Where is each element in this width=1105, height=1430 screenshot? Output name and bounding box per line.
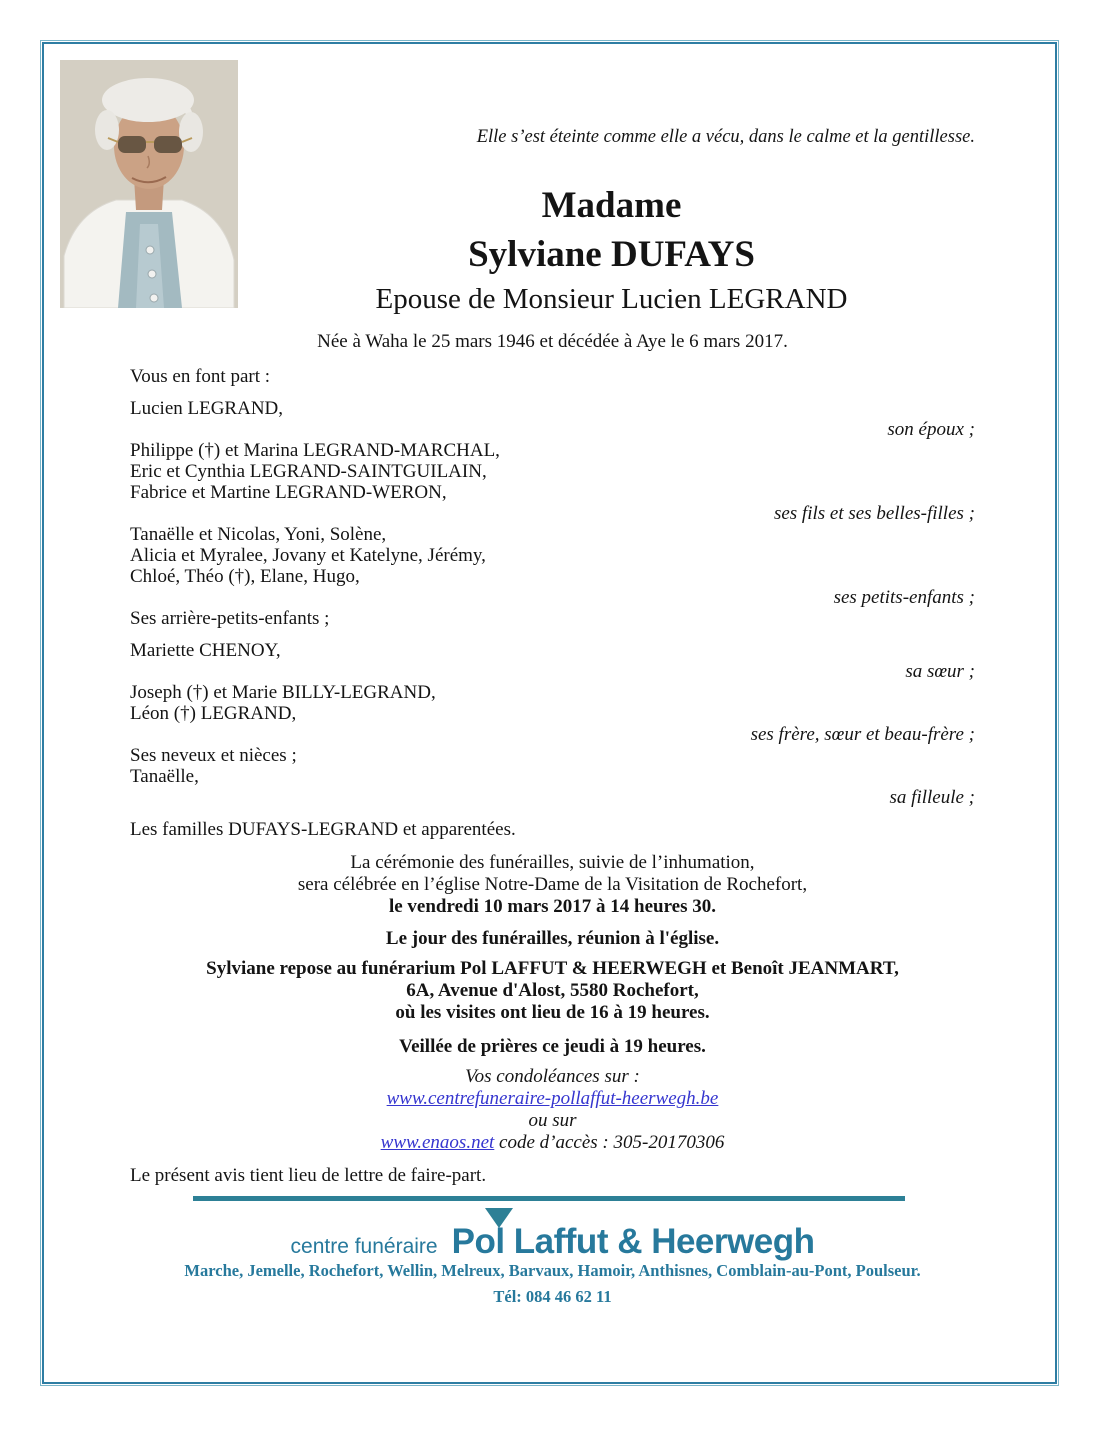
family-line: Les familles DUFAYS-LEGRAND et apparentées.: [130, 819, 516, 840]
ceremony-line: sera célébrée en l’église Notre-Dame de la Visitation de Rochefort,: [297, 874, 808, 895]
relation-label: son époux ;: [887, 419, 975, 440]
deceased-name: Sylviane DUFAYS: [468, 234, 755, 275]
access-code: code d’accès : 305-20170306: [494, 1132, 725, 1153]
funeral-home-locations: Marche, Jemelle, Rochefort, Wellin, Melreux, Barvaux, Hamoir, Anthisnes, Comblain-au-Pont, Poulseur.: [184, 1261, 921, 1280]
faire-part-notice: Le présent avis tient lieu de lettre de faire-part.: [130, 1165, 487, 1186]
repose-address: 6A, Avenue d'Alost, 5580 Rochefort,: [406, 980, 699, 1001]
brand-name: Pol Laffut & Heerwegh: [451, 1222, 815, 1261]
family-line: Joseph (†) et Marie BILLY-LEGRAND,: [130, 682, 436, 703]
epigraph-quote: Elle s’est éteinte comme elle a vécu, dans le calme et la gentillesse.: [476, 127, 975, 147]
announcement-intro: Vous en font part :: [130, 366, 271, 387]
family-line: Eric et Cynthia LEGRAND-SAINTGUILAIN,: [130, 461, 487, 482]
condolences-intro: Vos condoléances sur :: [465, 1066, 640, 1087]
title-block: [130, 181, 975, 319]
funeral-home-brand: [130, 1222, 975, 1262]
family-line: Chloé, Théo (†), Elane, Hugo,: [130, 566, 360, 587]
funeral-home-website-link[interactable]: www.centrefuneraire-pollaffut-heerwegh.be: [386, 1088, 719, 1109]
relation-label: sa sœur ;: [905, 661, 975, 682]
footer-divider: [193, 1196, 905, 1201]
veillee-line: Veillée de prières ce jeudi à 19 heures.: [399, 1036, 706, 1057]
visit-hours: où les visites ont lieu de 16 à 19 heures.: [395, 1002, 710, 1023]
brand-prefix: centre funéraire: [290, 1235, 438, 1258]
title-madame: Madame: [541, 185, 682, 226]
family-line: Ses neveux et nièces ;: [130, 745, 297, 766]
family-section: [130, 366, 975, 840]
ou-sur-line: ou sur: [528, 1110, 577, 1131]
family-line: Ses arrière-petits-enfants ;: [130, 608, 330, 629]
family-line: Philippe (†) et Marina LEGRAND-MARCHAL,: [130, 440, 500, 461]
relation-label: sa filleule ;: [889, 787, 975, 808]
spouse-line: Epouse de Monsieur Lucien LEGRAND: [375, 283, 848, 315]
birth-death-line: Née à Waha le 25 mars 1946 et décédée à Aye le 6 mars 2017.: [317, 331, 788, 352]
relation-label: ses fils et ses belles-filles ;: [773, 503, 975, 524]
ceremony-line: La cérémonie des funérailles, suivie de l’inhumation,: [350, 852, 755, 873]
family-line: Alicia et Myralee, Jovany et Katelyne, Jérémy,: [130, 545, 486, 566]
family-line: Mariette CHENOY,: [130, 640, 281, 661]
family-line: Tanaëlle et Nicolas, Yoni, Solène,: [130, 524, 387, 545]
condolences-link2-line: [130, 1132, 975, 1154]
relation-label: ses petits-enfants ;: [833, 587, 975, 608]
reunion-line: Le jour des funérailles, réunion à l'église.: [385, 928, 720, 949]
family-line: Tanaëlle,: [130, 766, 199, 787]
enaos-link[interactable]: www.enaos.net: [380, 1132, 495, 1153]
funeral-home-phone: Tél: 084 46 62 11: [493, 1287, 612, 1306]
ceremony-section: [130, 852, 975, 1154]
ceremony-date: le vendredi 10 mars 2017 à 14 heures 30.: [388, 896, 717, 917]
relation-label: ses frère, sœur et beau-frère ;: [750, 724, 975, 745]
family-line: Fabrice et Martine LEGRAND-WERON,: [130, 482, 447, 503]
family-line: Léon (†) LEGRAND,: [130, 703, 297, 724]
condolences-link1-line: [130, 1088, 975, 1110]
repose-line: Sylviane repose au funérarium Pol LAFFUT & HEERWEGH et Benoît JEANMART,: [206, 958, 899, 979]
family-line: Lucien LEGRAND,: [130, 398, 284, 419]
